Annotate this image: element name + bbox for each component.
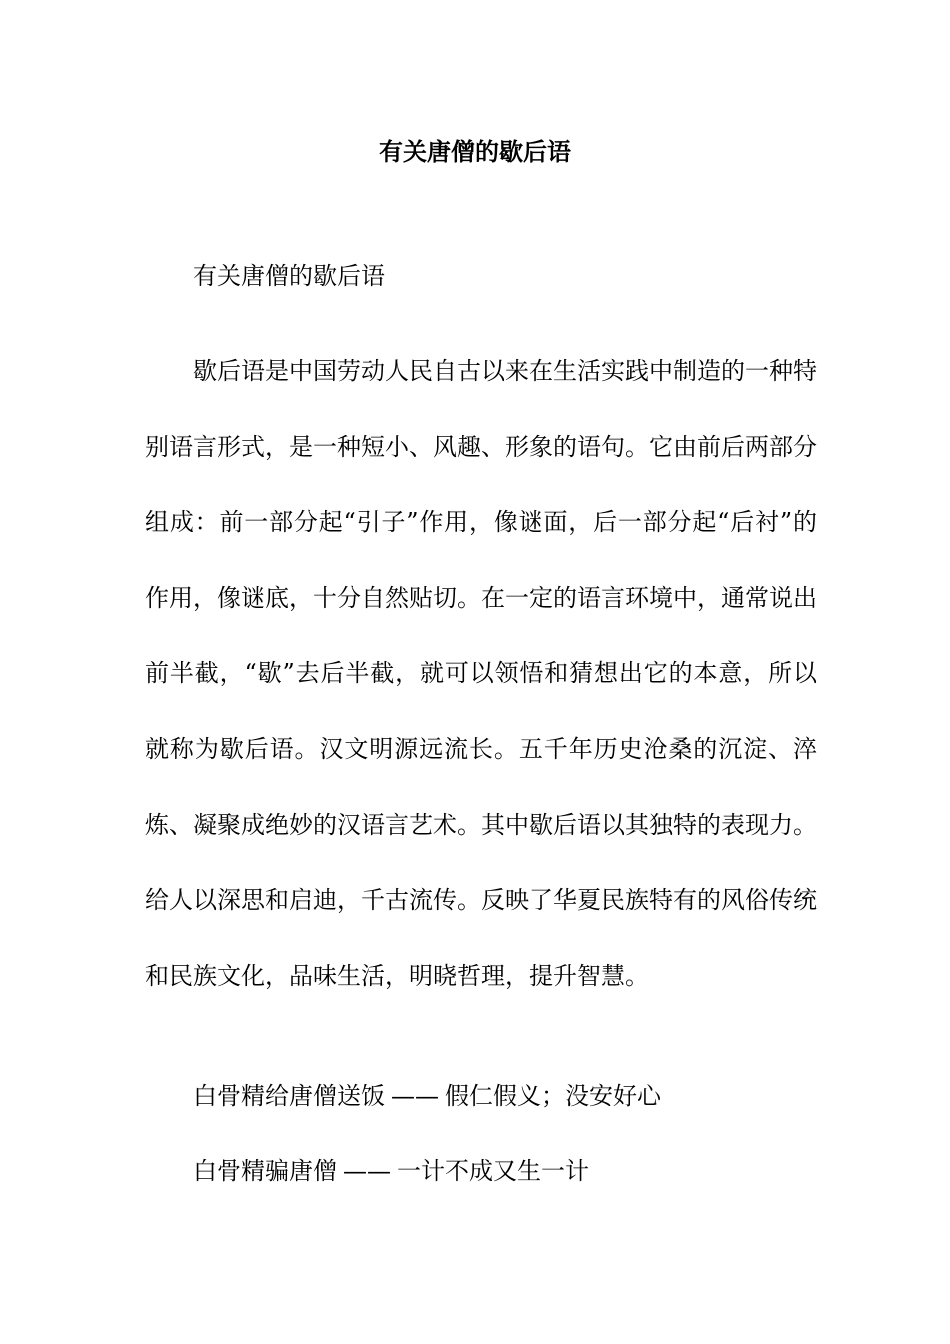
proverb-riddle: 白骨精给唐僧送饭 [193,1082,385,1110]
proverb-answer: 假仁假义；没安好心 [445,1082,661,1110]
proverb-dash: —— [343,1157,391,1185]
proverb-item [193,1078,661,1114]
proverb-dash: —— [391,1082,439,1110]
proverb-item [193,1153,589,1189]
proverb-riddle: 白骨精骗唐僧 [193,1157,337,1185]
proverb-answer: 一计不成又生一计 [397,1157,589,1185]
subheading: 有关唐僧的歇后语 [193,262,385,290]
document-title: 有关唐僧的歇后语 [379,137,571,166]
intro-paragraph: 歇后语是中国劳动人民自古以来在生活实践中制造的一种特别语言形式，是一种短小、风趣、形象的语句。它由前后两部分组成：前一部分起“引子”作用，像谜面，后一部分起“后衬”的作用，像谜底，十分自然贴切。在一定的语言环境中，通常说出前半截，“歇”去后半截，就可以领悟和猜想出它的本意，所以就称为歇后语。汉文明源远流长。五千年历史沧桑的沉淀、淬炼、凝聚成绝妙的汉语言艺术。其中歇后语以其独特的表现力。给人以深思和启迪，千古流传。反映了华夏民族特有的风俗传统和民族文化，品味生活，明晓哲理，提升智慧。 [145,357,817,990]
